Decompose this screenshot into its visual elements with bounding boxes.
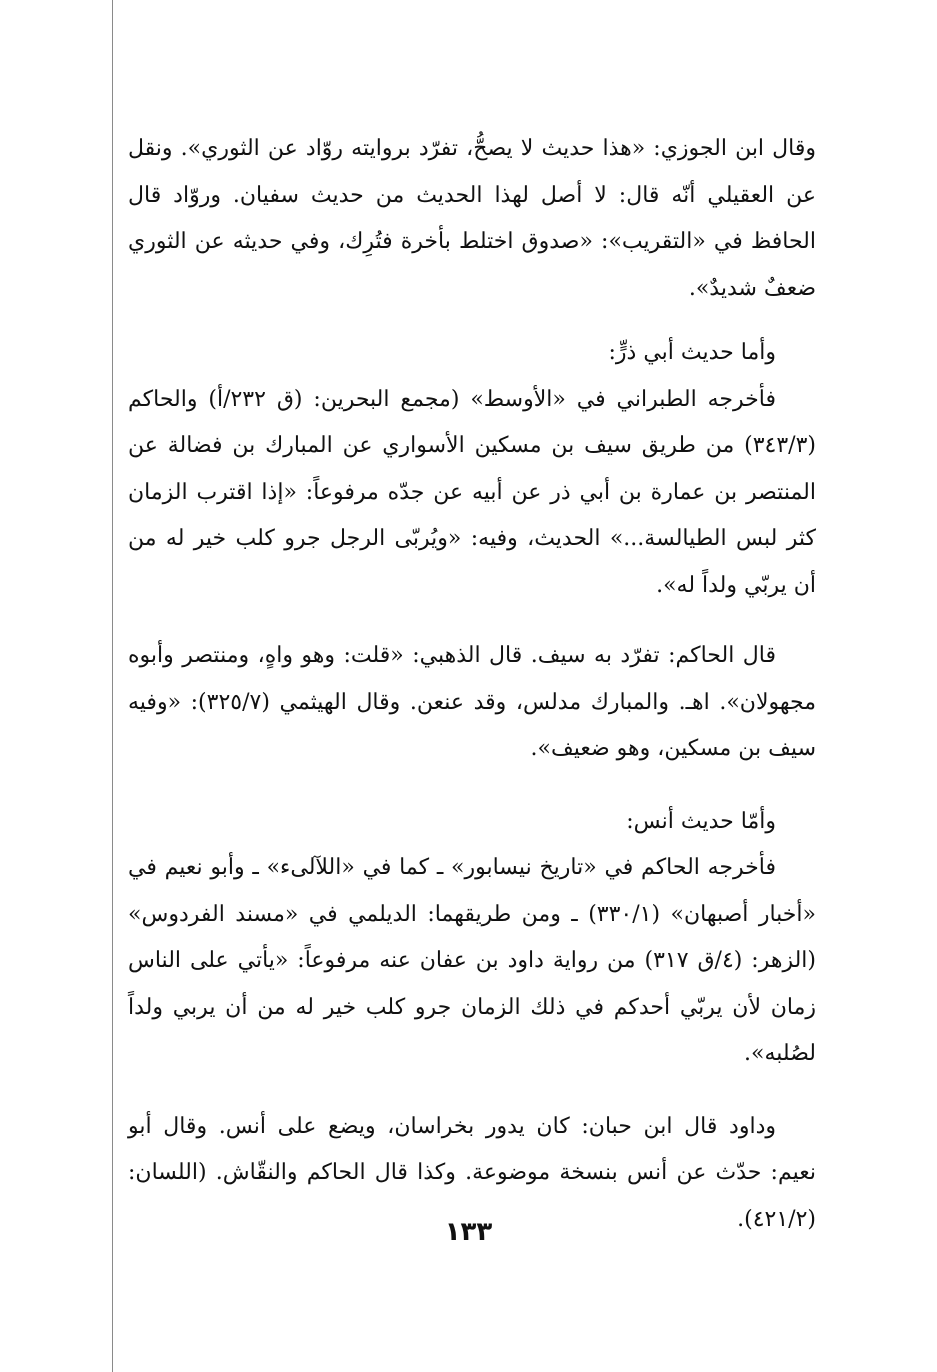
paragraph-anas-hadith: فأخرجه الحاكم في «تاريخ نيسابور» ـ كما في «اللآلىء» ـ وأبو نعيم في «أخبار أصبهان» (٣٣٠/١) ـ ومن طريقهما: الديلمي في «مسند الفردوس» (الزهر: (٤/ق ٣١٧) من رواية داود بن عفان عنه مرفوعاً: «يأتي على الناس زمان لأن يربّي أحدكم في ذلك الزمان جرو كلب خير له من أن يربي ولداً لصُلبه». — [128, 855, 816, 1066]
paragraph-tabarani: فأخرجه الطبراني في «الأوسط» (مجمع البحرين: (ق ٢٣٢/أ) والحاكم (٣٤٣/٣) من طريق سيف بن مسكين الأسواري عن المبارك بن فضالة عن المنتصر بن عمارة بن أبي ذر عن أبيه عن جدّه مرفوعاً: «إذا اقترب الزمان كثر لبس الطيالسة...» الحديث، وفيه: «ويُربّى الرجل جرو كلب خير له من أن يربّي ولداً له». — [128, 386, 816, 598]
paragraph-ibn-al-jawzi: وقال ابن الجوزي: «هذا حديث لا يصحُّ، تفرّد بروايته روّاد عن الثوري». ونقل عن العقيلي أنّه قال: لا أصل لهذا الحديث من حديث سفيان. وروّاد قال الحافظ في «التقريب»: «صدوق اختلط بأخرة فتُرِك، وفي حديثه عن الثوري ضعفٌ شديدٌ». — [128, 136, 816, 301]
page-body — [128, 126, 816, 1243]
heading-anas: وأمّا حديث أنس: — [626, 808, 776, 834]
heading-abu-dharr: وأما حديث أبي ذرٍّ: — [608, 340, 776, 365]
paragraph-dawud: وداود قال ابن حبان: كان يدور بخراسان، ويضع على أنس. وقال أبو نعيم: حدّث عن أنس بنسخة موضوعة. وكذا قال الحاكم والنقّاش. (اللسان: (٤٢١/٢). — [128, 1113, 816, 1232]
page-number: ١٣٣ — [444, 1217, 493, 1247]
margin-rule — [112, 0, 113, 1372]
paragraph-hakim: قال الحاكم: تفرّد به سيف. قال الذهبي: «قلت: وهو واهٍ، ومنتصر وأبوه مجهولان». اهـ. والمبارك مدلس، وقد عنعن. وقال الهيثمي (٣٢٥/٧): «وفيه سيف بن مسكين، وهو ضعيف». — [128, 643, 816, 761]
